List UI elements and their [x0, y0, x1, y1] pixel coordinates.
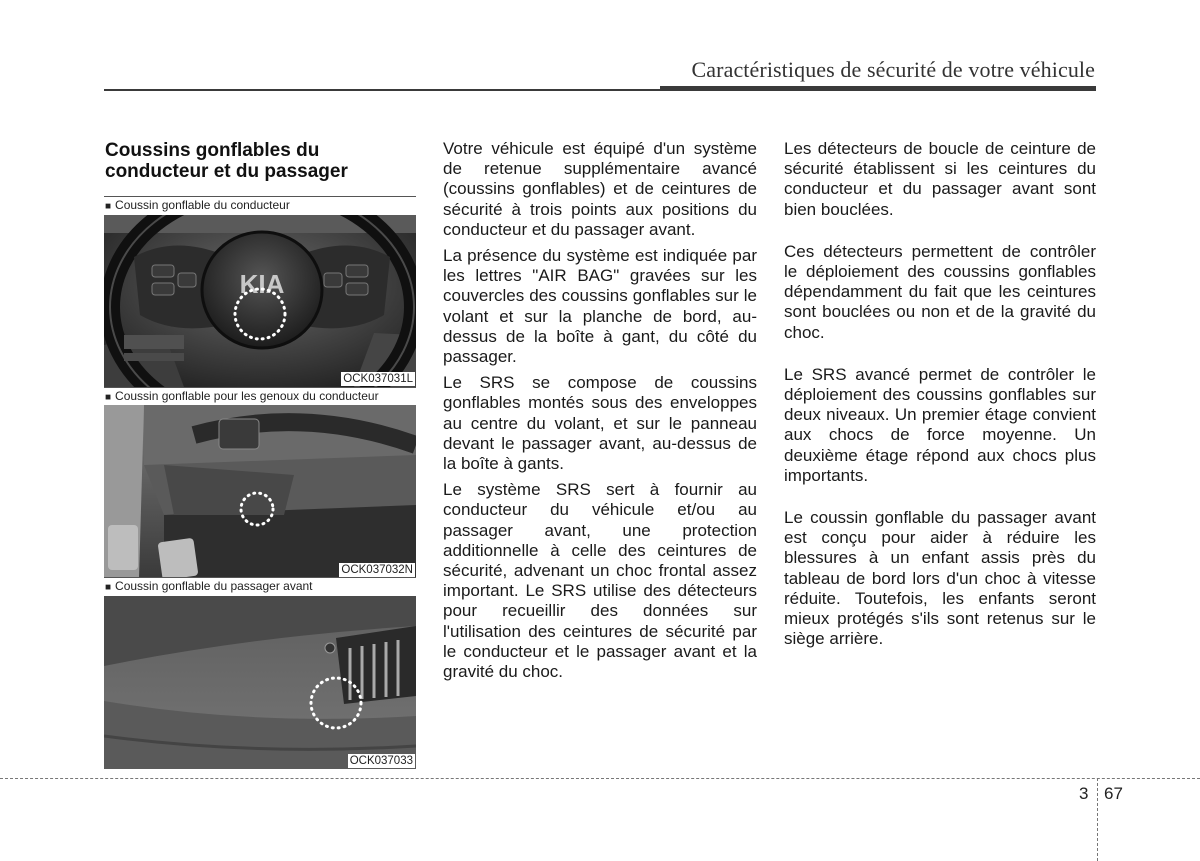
- text-column-3: [784, 139, 1096, 649]
- figure-driver-airbag: [104, 196, 416, 387]
- passenger-dashboard-photo: [104, 596, 416, 769]
- text-column-2: [443, 139, 757, 682]
- page-number: 67: [1104, 784, 1123, 803]
- caption-text: Coussin gonflable pour les genoux du conducteur: [115, 389, 379, 403]
- running-header: Caractéristiques de sécurité de votre véhicule: [691, 57, 1095, 82]
- header-rule: [104, 89, 660, 91]
- paragraph: Le SRS se compose de coussins gonflables montés sous des enveloppes au centre du volant, et sur le panneau devant le passager avant, au-dessus de la boîte à gants.: [443, 373, 757, 474]
- section-title: Coussins gonflables du conducteur et du passager: [105, 140, 348, 182]
- paragraph: Le SRS avancé permet de contrôler le déploiement des coussins gonflables sur deux niveaux. Un premier étage convient aux chocs de force moyenne. Un deuxième étage répond aux chocs plus importants.: [784, 364, 1096, 485]
- paragraph: Les détecteurs de boucle de ceinture de sécurité établissent si les ceintures du conducteur et du passager avant sont bien bouclées.: [784, 139, 1096, 219]
- paragraph: Votre véhicule est équipé d'un système de retenue supplémentaire avancé (coussins gonflables) et de ceintures de sécurité à trois points aux positions du conducteur et du passager avant.: [443, 139, 757, 239]
- figure-caption: [104, 387, 416, 404]
- figure-caption: [104, 196, 416, 213]
- paragraph: Le système SRS sert à fournir au conducteur du véhicule et/ou au passager avant, une protection additionnelle à celle des ceintures de sécurité, advenant un choc frontal assez important. Le SRS utilise des détecteurs pour recueillir des données sur l'utilisation des ceintures de sécurité par le conducteur et le passager avant et la gravité du choc.: [443, 480, 757, 682]
- knee-airbag-photo: [104, 405, 416, 578]
- paragraph: Ces détecteurs permettent de contrôler le déploiement des coussins gonflables dépendamment du fait que les ceintures sont bouclées ou non et de la gravité du choc.: [784, 241, 1096, 342]
- footer-divider: [0, 778, 1200, 779]
- square-bullet-icon: ■: [105, 201, 112, 212]
- footer-vertical-divider: [1097, 778, 1098, 861]
- square-bullet-icon: ■: [105, 392, 112, 403]
- paragraph: La présence du système est indiquée par les lettres "AIR BAG" gravées sur les couvercles des coussins gonflables sur le volant et sur la planche de bord, au-dessus de la boîte à gant, du côté du passager.: [443, 246, 757, 367]
- caption-text: Coussin gonflable du passager avant: [115, 579, 313, 593]
- figure-code: OCK037032N: [341, 564, 413, 576]
- chapter-number: 3: [1079, 784, 1089, 803]
- header-rule-bold: [660, 86, 1096, 91]
- steering-wheel-photo: [104, 215, 416, 387]
- paragraph: Le coussin gonflable du passager avant est conçu pour aider à réduire les blessures à un enfant assis près du tableau de bord lors d'un choc à vitesse réduite. Toutefois, les enfants seront mieux protégés s'ils sont retenus sur le siège arrière.: [784, 508, 1096, 649]
- figure-code: OCK037033: [349, 755, 413, 767]
- brand-emblem: KIA: [239, 269, 285, 299]
- figure-passenger-airbag: [104, 577, 416, 769]
- figure-code: OCK037031L: [343, 373, 413, 385]
- square-bullet-icon: ■: [105, 582, 112, 593]
- caption-text: Coussin gonflable du conducteur: [115, 198, 290, 212]
- figure-caption: [104, 577, 416, 594]
- figure-knee-airbag: [104, 387, 416, 578]
